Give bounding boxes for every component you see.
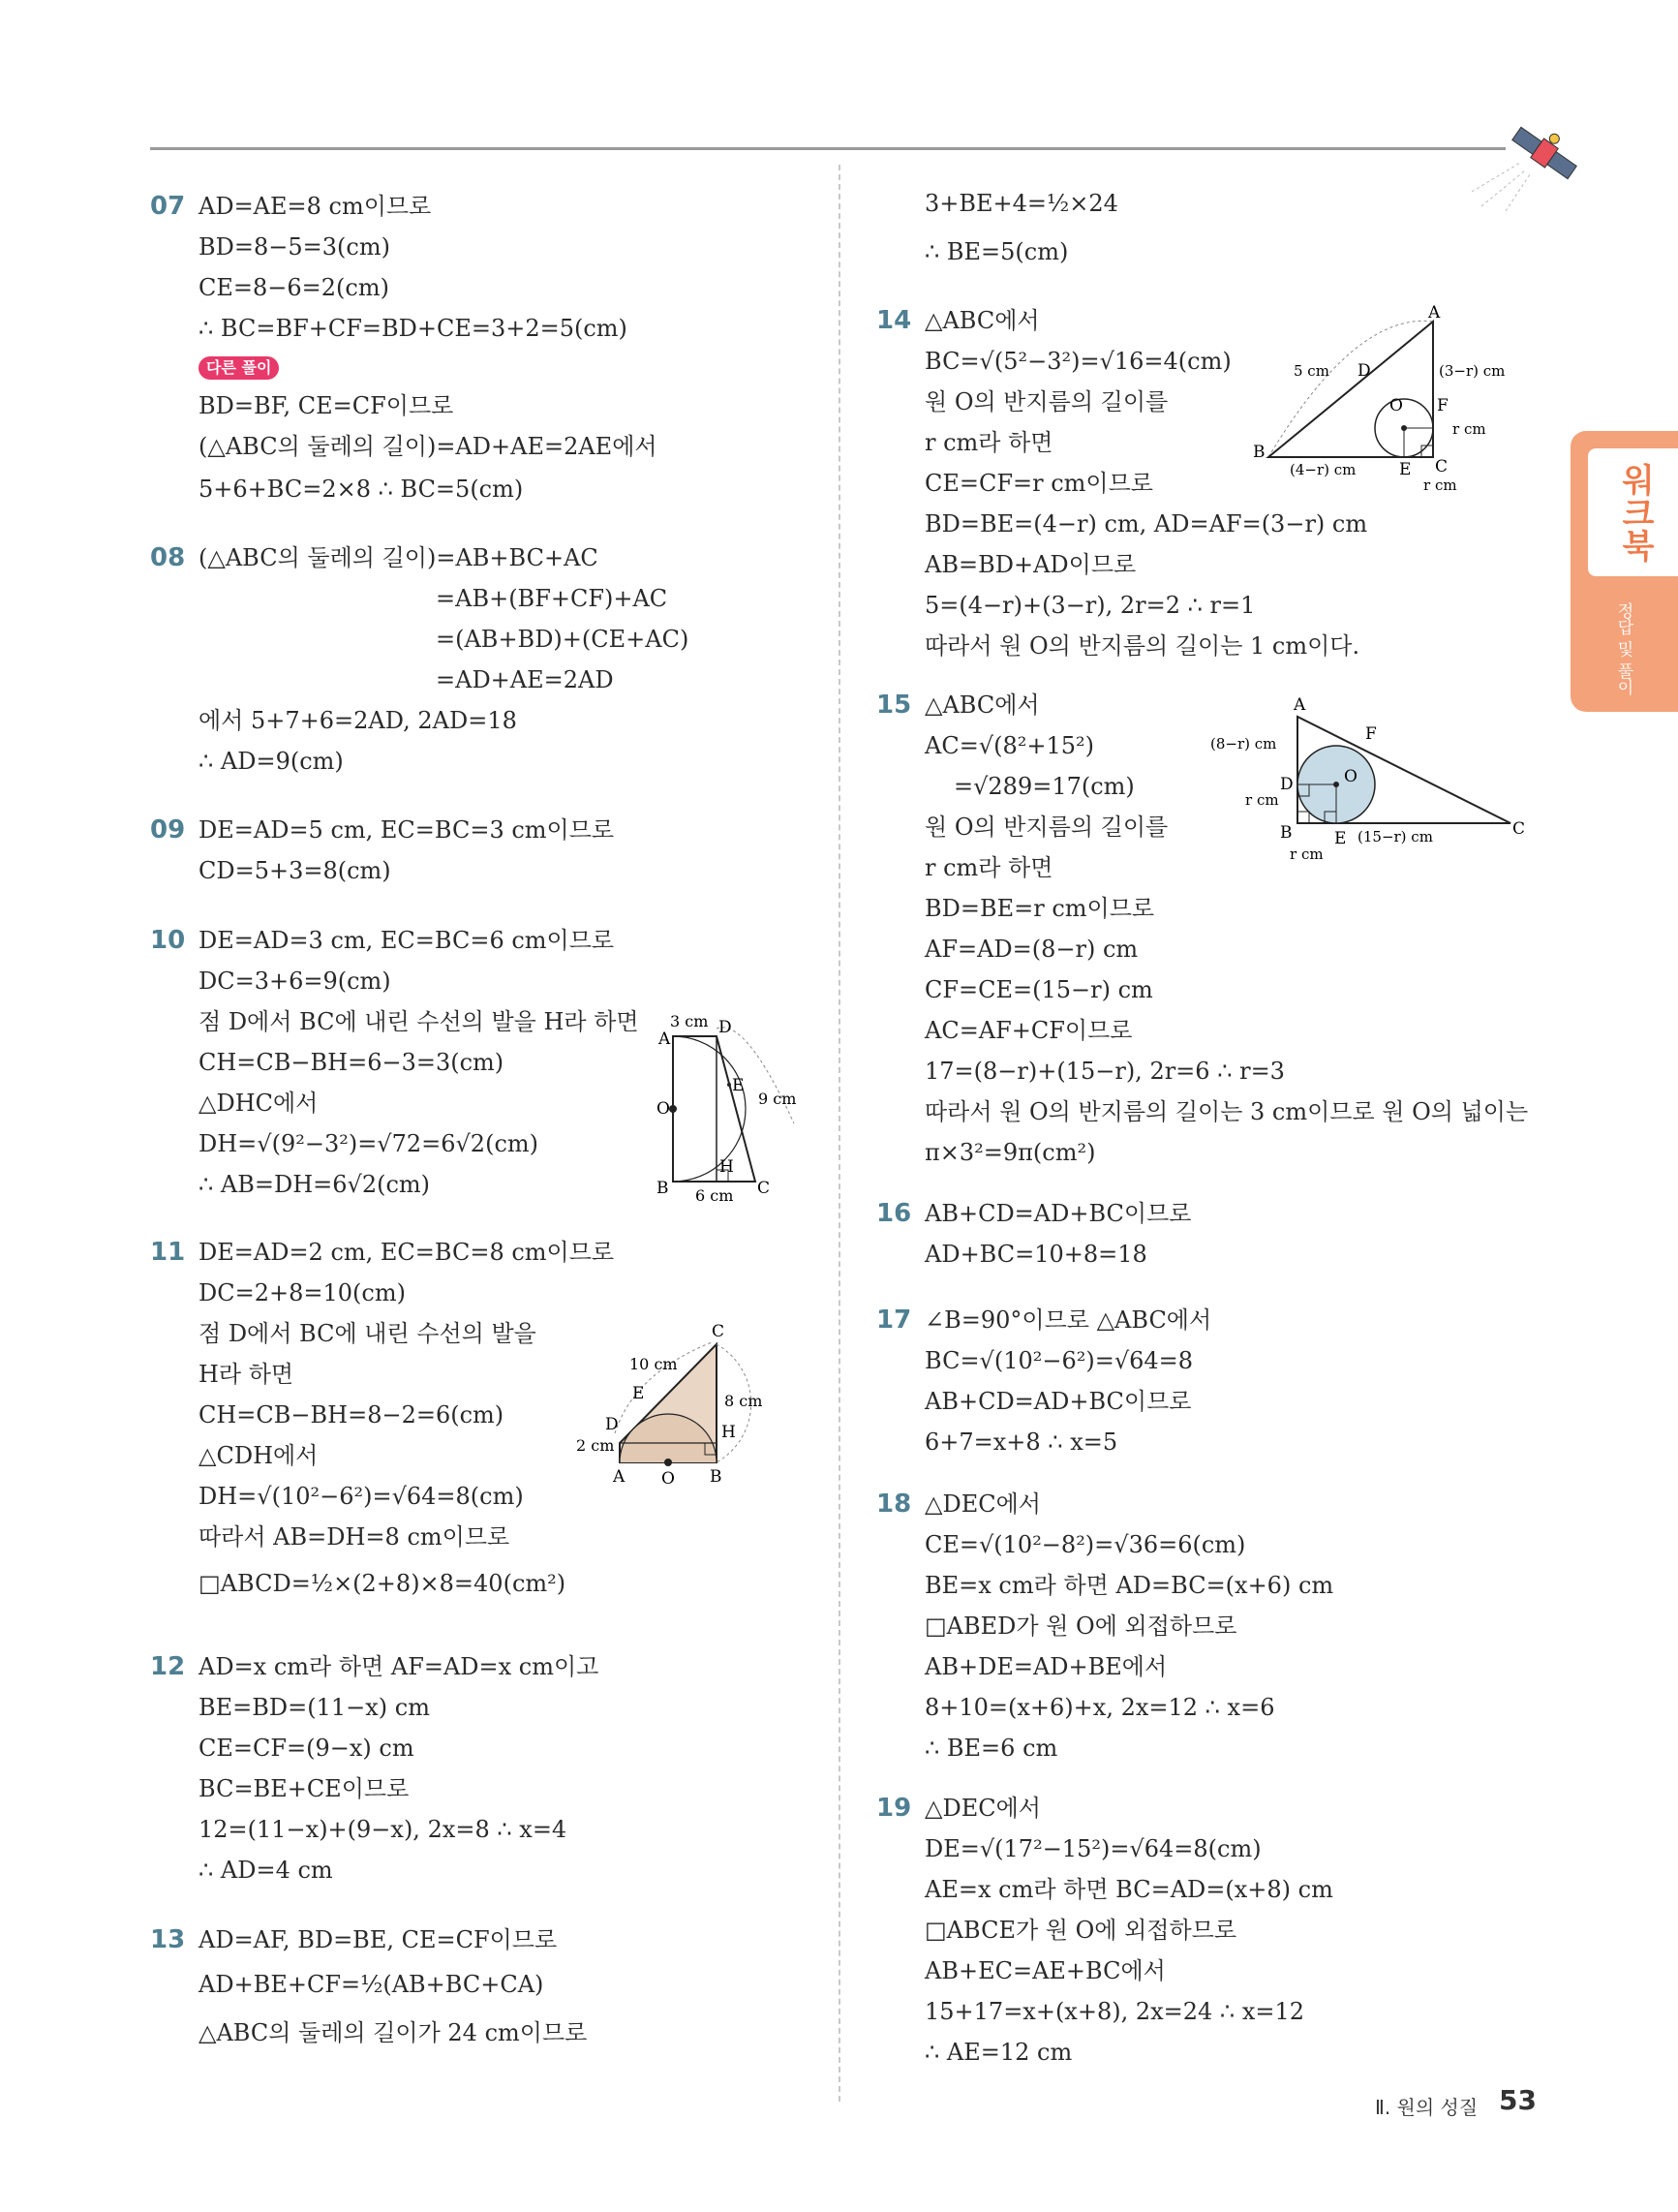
solution-line: CD=5+3=8(cm) bbox=[198, 857, 391, 884]
problem-number: 08 bbox=[150, 543, 186, 572]
solution-line: =AD+AE=2AD bbox=[436, 666, 614, 693]
problem-number: 17 bbox=[876, 1306, 912, 1335]
solution-line: BC=BE+CE이므로 bbox=[198, 1775, 410, 1802]
solution-line: H라 하면 bbox=[198, 1361, 294, 1388]
solution-line: (△ABC의 둘레의 길이)=AD+AE=2AE에서 bbox=[198, 433, 657, 460]
solution-line: ∠B=90°이므로 △ABC에서 bbox=[925, 1306, 1212, 1334]
solution-line: AC=√(8²+15²) bbox=[925, 732, 1094, 759]
solution-line: 원 O의 반지름의 길이를 bbox=[925, 814, 1169, 841]
label-A: A bbox=[658, 1029, 671, 1049]
side-tab-title: 워크북 bbox=[1615, 463, 1655, 562]
label-F: F bbox=[1365, 724, 1377, 744]
label-A: A bbox=[1428, 303, 1441, 323]
solution-line: △ABC에서 bbox=[925, 307, 1040, 334]
label-O: O bbox=[1344, 767, 1358, 786]
solution-line: (△ABC의 둘레의 길이)=AB+BC+AC bbox=[198, 544, 598, 571]
label-B: B bbox=[656, 1179, 669, 1198]
solution-line: DE=√(17²−15²)=√64=8(cm) bbox=[925, 1835, 1262, 1862]
label-D: D bbox=[718, 1018, 732, 1037]
label-H: H bbox=[721, 1423, 736, 1442]
figure-10 bbox=[649, 1007, 804, 1205]
solution-line: r cm라 하면 bbox=[925, 429, 1053, 456]
solution-line: 6+7=x+8 ∴ x=5 bbox=[925, 1429, 1118, 1456]
solution-line: △CDH에서 bbox=[198, 1442, 319, 1469]
label-D: D bbox=[1280, 775, 1294, 794]
label-B: B bbox=[1280, 823, 1293, 843]
label-E: E bbox=[732, 1076, 745, 1095]
solution-line: AD+BE+CF=½(AB+BC+CA) bbox=[198, 1971, 544, 1998]
solution-line: AE=x cm라 하면 BC=AD=(x+8) cm bbox=[925, 1876, 1333, 1903]
solution-line: 8+10=(x+6)+x, 2x=12 ∴ x=6 bbox=[925, 1694, 1275, 1721]
solution-line: AD=AE=8 cm이므로 bbox=[198, 193, 432, 220]
solution-line: AB+DE=AD+BE에서 bbox=[925, 1653, 1168, 1680]
solution-line: CE=√(10²−8²)=√36=6(cm) bbox=[925, 1531, 1246, 1558]
side-tab-subtitle: 정답 및 풀이 bbox=[1613, 602, 1633, 695]
label-D: D bbox=[605, 1415, 619, 1434]
solution-line: AB+CD=AD+BC이므로 bbox=[925, 1200, 1192, 1227]
label-E: E bbox=[632, 1384, 645, 1403]
solution-line: BD=BE=(4−r) cm, AD=AF=(3−r) cm bbox=[925, 510, 1368, 538]
problem-number: 09 bbox=[150, 815, 186, 845]
label-D: D bbox=[1358, 361, 1371, 381]
solution-line: CH=CB−BH=8−2=6(cm) bbox=[198, 1401, 504, 1429]
solution-line: 원 O의 반지름의 길이를 bbox=[925, 388, 1169, 415]
solution-line: AB=BD+AD이므로 bbox=[925, 551, 1137, 578]
solution-line: BD=BE=r cm이므로 bbox=[925, 895, 1155, 922]
label-O: O bbox=[1389, 396, 1403, 415]
solution-line: DE=AD=2 cm, EC=BC=8 cm이므로 bbox=[198, 1239, 615, 1266]
column-divider bbox=[839, 165, 840, 2102]
solution-line: ∴ BE=6 cm bbox=[925, 1735, 1058, 1762]
figure-14 bbox=[1249, 302, 1540, 500]
solution-line: △DEC에서 bbox=[925, 1795, 1041, 1822]
problem-number: 13 bbox=[150, 1925, 186, 1954]
problem-number: 19 bbox=[876, 1794, 912, 1823]
solution-line: ∴ AD=9(cm) bbox=[198, 748, 344, 775]
solution-line: △DHC에서 bbox=[198, 1090, 319, 1117]
solution-line: ∴ AD=4 cm bbox=[198, 1857, 333, 1884]
solution-line: DH=√(9²−3²)=√72=6√2(cm) bbox=[198, 1130, 538, 1157]
solution-line: △ABC의 둘레의 길이가 24 cm이므로 bbox=[198, 2019, 588, 2046]
solution-line: 따라서 원 O의 반지름의 길이는 3 cm이므로 원 O의 넓이는 bbox=[925, 1098, 1529, 1125]
solution-line: 15+17=x+(x+8), 2x=24 ∴ x=12 bbox=[925, 1998, 1305, 2025]
solution-line: 따라서 AB=DH=8 cm이므로 bbox=[198, 1523, 510, 1551]
label-O: O bbox=[661, 1469, 675, 1489]
solution-line: CE=8−6=2(cm) bbox=[198, 274, 389, 301]
solution-line: □ABED가 원 O에 외접하므로 bbox=[925, 1613, 1237, 1640]
solution-line: 점 D에서 BC에 내린 수선의 발을 bbox=[198, 1320, 536, 1347]
solution-line: CH=CB−BH=6−3=3(cm) bbox=[198, 1049, 504, 1076]
solution-line: △DEC에서 bbox=[925, 1490, 1041, 1518]
length-right: 8 cm bbox=[724, 1392, 763, 1410]
length-side: 9 cm bbox=[758, 1090, 797, 1108]
length-be: r cm bbox=[1290, 845, 1324, 863]
solution-line: =√289=17(cm) bbox=[954, 773, 1135, 800]
header-rule bbox=[150, 147, 1506, 150]
length-fc: r cm bbox=[1452, 420, 1486, 438]
length-top: 3 cm bbox=[670, 1012, 709, 1030]
solution-line: AD+BC=10+8=18 bbox=[925, 1241, 1147, 1268]
problem-number: 10 bbox=[150, 926, 186, 955]
length-ec: (15−r) cm bbox=[1358, 828, 1433, 845]
solution-line: 12=(11−x)+(9−x), 2x=8 ∴ x=4 bbox=[198, 1816, 567, 1843]
solution-line: 17=(8−r)+(15−r), 2r=6 ∴ r=3 bbox=[925, 1058, 1285, 1085]
solution-line: □ABCD=½×(2+8)×8=40(cm²) bbox=[198, 1570, 566, 1597]
length-hyp: 10 cm bbox=[629, 1355, 678, 1373]
solution-line: =AB+(BF+CF)+AC bbox=[436, 585, 668, 612]
solution-line: DE=AD=3 cm, EC=BC=6 cm이므로 bbox=[198, 927, 615, 954]
label-B: B bbox=[710, 1467, 722, 1487]
label-B: B bbox=[1253, 443, 1266, 462]
solution-line: AB+EC=AE+BC에서 bbox=[925, 1957, 1166, 1984]
problem-number: 14 bbox=[876, 306, 912, 335]
length-af: (3−r) cm bbox=[1439, 362, 1506, 380]
section-side-tab[interactable] bbox=[1571, 431, 1678, 712]
solution-line: □ABCE가 원 O에 외접하므로 bbox=[925, 1917, 1237, 1944]
solution-line: △ABC에서 bbox=[925, 691, 1040, 719]
solution-line: AF=AD=(8−r) cm bbox=[925, 936, 1139, 963]
solution-line: π×3²=9π(cm²) bbox=[925, 1139, 1096, 1166]
solution-line: BD=BF, CE=CF이므로 bbox=[198, 392, 454, 419]
figure-11 bbox=[576, 1315, 789, 1493]
solution-line: DE=AD=5 cm, EC=BC=3 cm이므로 bbox=[198, 816, 615, 844]
label-C: C bbox=[1512, 819, 1526, 839]
solution-line: ∴ AE=12 cm bbox=[925, 2039, 1073, 2066]
solution-line: CE=CF=(9−x) cm bbox=[198, 1735, 414, 1762]
length-left: 2 cm bbox=[576, 1436, 615, 1455]
solution-line: 5+6+BC=2×8 ∴ BC=5(cm) bbox=[198, 476, 524, 503]
label-C: C bbox=[712, 1322, 725, 1341]
length-db: r cm bbox=[1245, 791, 1279, 809]
solution-line: BE=BD=(11−x) cm bbox=[198, 1694, 430, 1721]
solution-line: BE=x cm라 하면 AD=BC=(x+6) cm bbox=[925, 1572, 1334, 1599]
length-be: (4−r) cm bbox=[1290, 461, 1357, 478]
solution-line: =(AB+BD)+(CE+AC) bbox=[436, 626, 689, 653]
problem-number: 15 bbox=[876, 691, 912, 720]
length-bottom: 6 cm bbox=[695, 1186, 734, 1201]
footer-chapter: Ⅱ. 원의 성질 bbox=[1375, 2096, 1479, 2119]
problem-number: 11 bbox=[150, 1238, 186, 1267]
solution-line: CE=CF=r cm이므로 bbox=[925, 470, 1153, 497]
label-H: H bbox=[719, 1157, 734, 1177]
label-E: E bbox=[1399, 460, 1412, 479]
solution-line: BC=√(10²−6²)=√64=8 bbox=[925, 1347, 1194, 1374]
label-E: E bbox=[1334, 829, 1347, 848]
label-A: A bbox=[613, 1467, 625, 1487]
solution-line: BD=8−5=3(cm) bbox=[198, 233, 390, 261]
solution-line: BC=√(5²−3²)=√16=4(cm) bbox=[925, 348, 1232, 375]
figure-15 bbox=[1201, 692, 1530, 880]
solution-line: AD=AF, BD=BE, CE=CF이므로 bbox=[198, 1926, 558, 1953]
alternate-solution-badge: 다른 풀이 bbox=[198, 356, 279, 380]
label-C: C bbox=[1435, 457, 1449, 476]
solution-line: DC=2+8=10(cm) bbox=[198, 1279, 406, 1306]
solution-line: 에서 5+7+6=2AD, 2AD=18 bbox=[198, 707, 517, 734]
solution-line: ∴ AB=DH=6√2(cm) bbox=[198, 1171, 431, 1198]
label-O: O bbox=[656, 1099, 670, 1119]
solution-line: AD=x cm라 하면 AF=AD=x cm이고 bbox=[198, 1653, 599, 1680]
problem-number: 07 bbox=[150, 192, 186, 221]
solution-line: 5=(4−r)+(3−r), 2r=2 ∴ r=1 bbox=[925, 592, 1256, 619]
label-A: A bbox=[1294, 695, 1306, 715]
problem-number: 16 bbox=[876, 1199, 912, 1228]
solution-line: ∴ BC=BF+CF=BD+CE=3+2=5(cm) bbox=[198, 315, 627, 342]
problem-number: 18 bbox=[876, 1490, 912, 1519]
problem-number: 12 bbox=[150, 1652, 186, 1681]
solution-line: 3+BE+4=½×24 bbox=[925, 190, 1118, 217]
solution-line: ∴ BE=5(cm) bbox=[925, 238, 1069, 265]
solution-line: DC=3+6=9(cm) bbox=[198, 968, 391, 995]
length-ab: 5 cm bbox=[1294, 362, 1329, 380]
solution-line: AC=AF+CF이므로 bbox=[925, 1017, 1133, 1044]
solution-line: DH=√(10²−6²)=√64=8(cm) bbox=[198, 1483, 524, 1510]
length-ec: r cm bbox=[1423, 476, 1457, 494]
page-number: 53 bbox=[1499, 2084, 1537, 2116]
solution-line: 점 D에서 BC에 내린 수선의 발을 H라 하면 bbox=[198, 1008, 639, 1035]
label-C: C bbox=[757, 1179, 771, 1198]
solution-line: AB+CD=AD+BC이므로 bbox=[925, 1388, 1192, 1415]
side-tab-title-box bbox=[1588, 448, 1678, 576]
solution-line: r cm라 하면 bbox=[925, 854, 1053, 881]
label-F: F bbox=[1437, 396, 1449, 415]
solution-line: CF=CE=(15−r) cm bbox=[925, 976, 1153, 1003]
length-ad: (8−r) cm bbox=[1210, 735, 1277, 753]
solution-line: 따라서 원 O의 반지름의 길이는 1 cm이다. bbox=[925, 632, 1360, 660]
satellite-icon bbox=[1452, 114, 1588, 221]
